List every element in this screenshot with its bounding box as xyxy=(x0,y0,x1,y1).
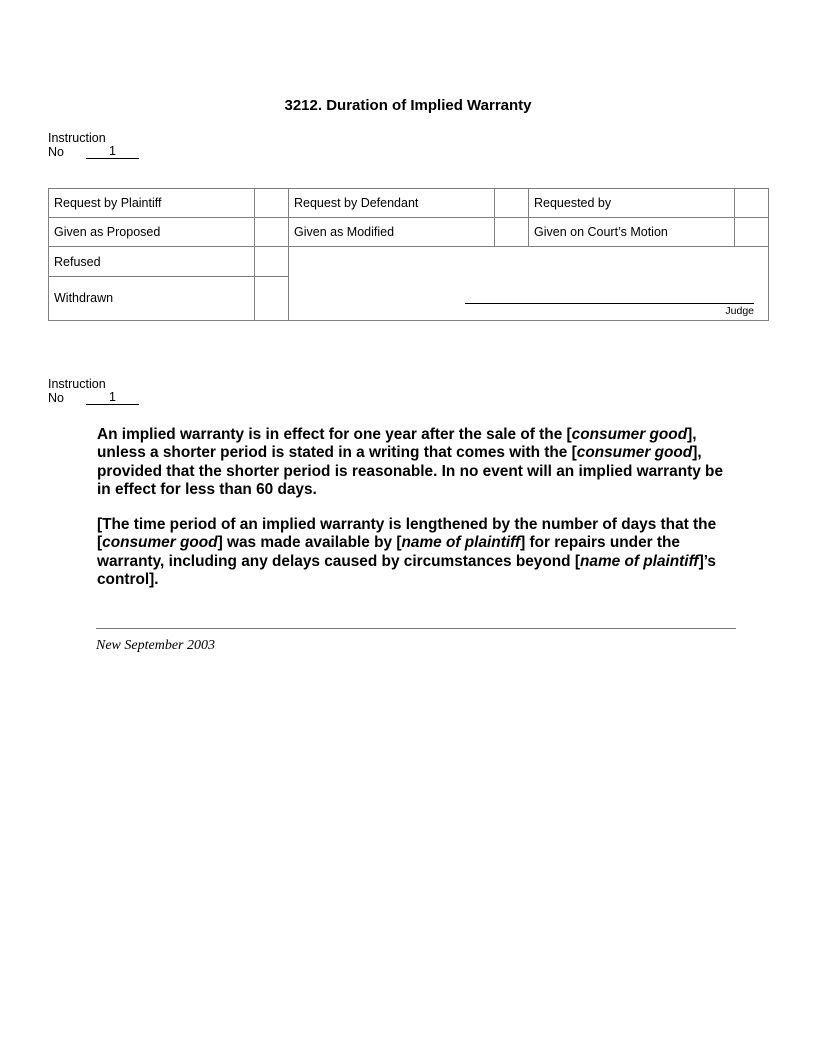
given-on-courts-motion-checkbox[interactable] xyxy=(735,218,769,247)
instruction-number-block-bottom xyxy=(48,377,139,405)
no-label: No xyxy=(48,145,64,159)
placeholder-text: name of plaintiff xyxy=(579,552,699,570)
text-run: ] was made available by [ xyxy=(217,534,402,552)
footer-divider xyxy=(96,628,736,629)
placeholder-text: consumer good xyxy=(102,534,218,552)
page-title: 3212. Duration of Implied Warranty xyxy=(284,97,532,114)
requested-by-checkbox[interactable] xyxy=(735,189,769,218)
no-label: No xyxy=(48,391,64,405)
text-run: ], provided that the shorter period is reasonable. In no event will an implied warranty be in effect for less than 60 days. xyxy=(97,444,724,498)
given-as-modified-checkbox[interactable] xyxy=(495,218,529,247)
request-by-plaintiff-label: Request by Plaintiff xyxy=(49,189,255,218)
judge-label: Judge xyxy=(725,305,754,317)
request-table xyxy=(48,188,769,321)
judge-signature-area xyxy=(289,247,769,321)
withdrawn-label: Withdrawn xyxy=(49,276,255,320)
paragraph-1 xyxy=(97,426,727,499)
placeholder-text: name of plaintiff xyxy=(401,534,521,552)
text-run: An implied warranty is in effect for one year after the sale of the [ xyxy=(97,426,572,443)
instruction-number: 1 xyxy=(86,145,139,159)
instruction-body xyxy=(97,426,727,606)
paragraph-2 xyxy=(97,516,727,589)
text-run: ]’s control]. xyxy=(97,552,716,589)
instruction-number-block-top xyxy=(48,131,139,159)
instruction-number: 1 xyxy=(86,391,139,405)
placeholder-text: consumer good xyxy=(576,444,693,462)
given-as-proposed-checkbox[interactable] xyxy=(255,218,289,247)
text-run: ], unless a shorter period is stated in a writing that comes with the [ xyxy=(97,426,697,462)
given-as-modified-label: Given as Modified xyxy=(289,218,495,247)
judge-signature-line[interactable] xyxy=(465,303,754,304)
request-by-defendant-label: Request by Defendant xyxy=(289,189,495,218)
instruction-label: Instruction xyxy=(48,377,106,391)
refused-checkbox[interactable] xyxy=(255,247,289,276)
request-by-plaintiff-checkbox[interactable] xyxy=(255,189,289,218)
revision-footer: New September 2003 xyxy=(96,638,215,653)
given-as-proposed-label: Given as Proposed xyxy=(49,218,255,247)
instruction-label: Instruction xyxy=(48,131,106,145)
requested-by-label: Requested by xyxy=(529,189,735,218)
text-run: [The time period of an implied warranty is lengthened by the number of days that the [ xyxy=(97,516,717,552)
placeholder-text: consumer good xyxy=(571,426,688,443)
given-on-courts-motion-label: Given on Court’s Motion xyxy=(529,218,735,247)
text-run: ] for repairs under the warranty, including any delays caused by circumstances beyond [ xyxy=(97,534,680,570)
request-by-defendant-checkbox[interactable] xyxy=(495,189,529,218)
refused-label: Refused xyxy=(49,247,255,276)
withdrawn-checkbox[interactable] xyxy=(255,276,289,320)
